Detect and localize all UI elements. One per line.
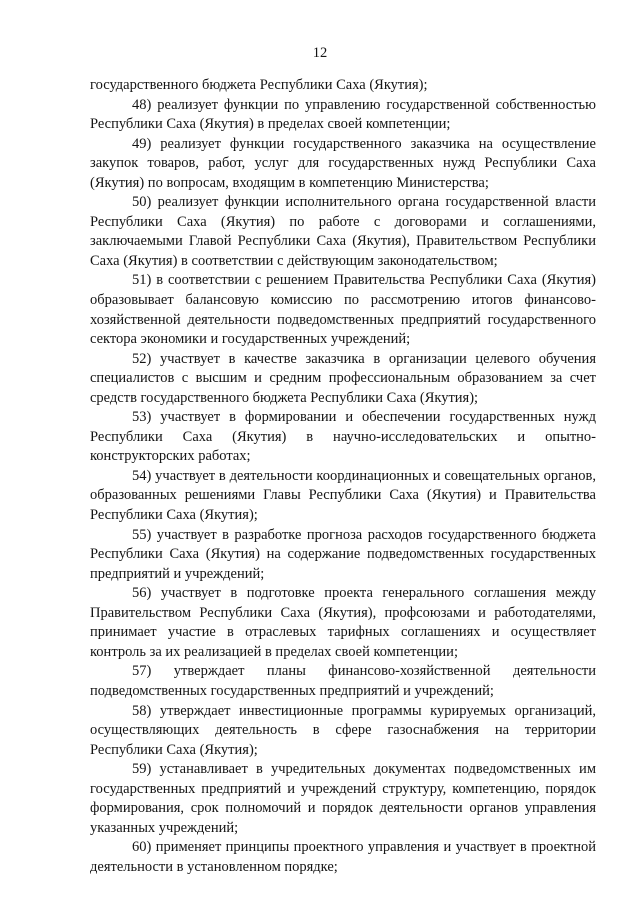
- paragraph-item-55: 55) участвует в разработке прогноза расходов государственного бюджета Республики Саха (Якутия) на содержание подведомственных государственных предприятий и учреждений;: [90, 526, 596, 582]
- paragraph-item-59: 59) устанавливает в учредительных документах подведомственных им государственных предприятий и учреждений структуру, компетенцию, порядок формирования, срок полномочий и порядок деятельности органов управления указанных учреждений;: [90, 761, 596, 836]
- paragraph-item-53: 53) участвует в формировании и обеспечении государственных нужд Республики Саха (Якутия) в научно-исследовательских и опытно-конструкторских работах;: [90, 409, 596, 465]
- paragraph-item-52: 52) участвует в качестве заказчика в организации целевого обучения специалистов с высшим и средним профессиональным образованием за счет средств государственного бюджета Республики Саха (Якутия);: [90, 350, 596, 406]
- page-number: 12: [312, 45, 328, 61]
- paragraph-item-51: 51) в соответствии с решением Правительства Республики Саха (Якутия) образовывает балансовую комиссию по рассмотрению итогов финансово-хозяйственной деятельности подведомственных предприятий государственного сектора экономики и государственных учреждений;: [90, 272, 596, 348]
- paragraph-item-49: 49) реализует функции государственного заказчика на осуществление закупок товаров, работ, услуг для государственных нужд Республики Саха (Якутия) по вопросам, входящим в компетенцию Министерства;: [90, 135, 596, 191]
- paragraph-item-57: 57) утверждает планы финансово-хозяйственной деятельности подведомственных государственных предприятий и учреждений;: [90, 663, 596, 699]
- paragraph-item-48: 48) реализует функции по управлению государственной собственностью Республики Саха (Якутия) в пределах своей компетенции;: [90, 96, 596, 133]
- paragraph-item-58: 58) утверждает инвестиционные программы курируемых организаций, осуществляющих деятельность в сфере газоснабжения на территории Республики Саха (Якутия);: [90, 702, 596, 758]
- paragraph-item-50: 50) реализует функции исполнительного органа государственной власти Республики Саха (Якутия) по работе с договорами и соглашениями, заключаемыми Главой Республики Саха (Якутия), Правительством Республики Саха (Якутия) в соответствии с действующим законодательством;: [90, 194, 596, 269]
- paragraph-item-56: 56) участвует в подготовке проекта генерального соглашения между Правительством Республики Саха (Якутия), профсоюзами и работодателями, принимает участие в отраслевых тарифных соглашениях и осуществляет контроль за их реализацией в пределах своей компетенции;: [90, 585, 596, 660]
- document-body: [90, 76, 596, 877]
- paragraph-item-60: 60) применяет принципы проектного управления и участвует в проектной деятельности в установленном порядке;: [90, 839, 596, 875]
- paragraph-item-54: 54) участвует в деятельности координационных и совещательных органов, образованных решениями Главы Республики Саха (Якутия) и Правительства Республики Саха (Якутия);: [90, 467, 596, 524]
- paragraph-continuation: государственного бюджета Республики Саха (Якутия);: [90, 77, 428, 93]
